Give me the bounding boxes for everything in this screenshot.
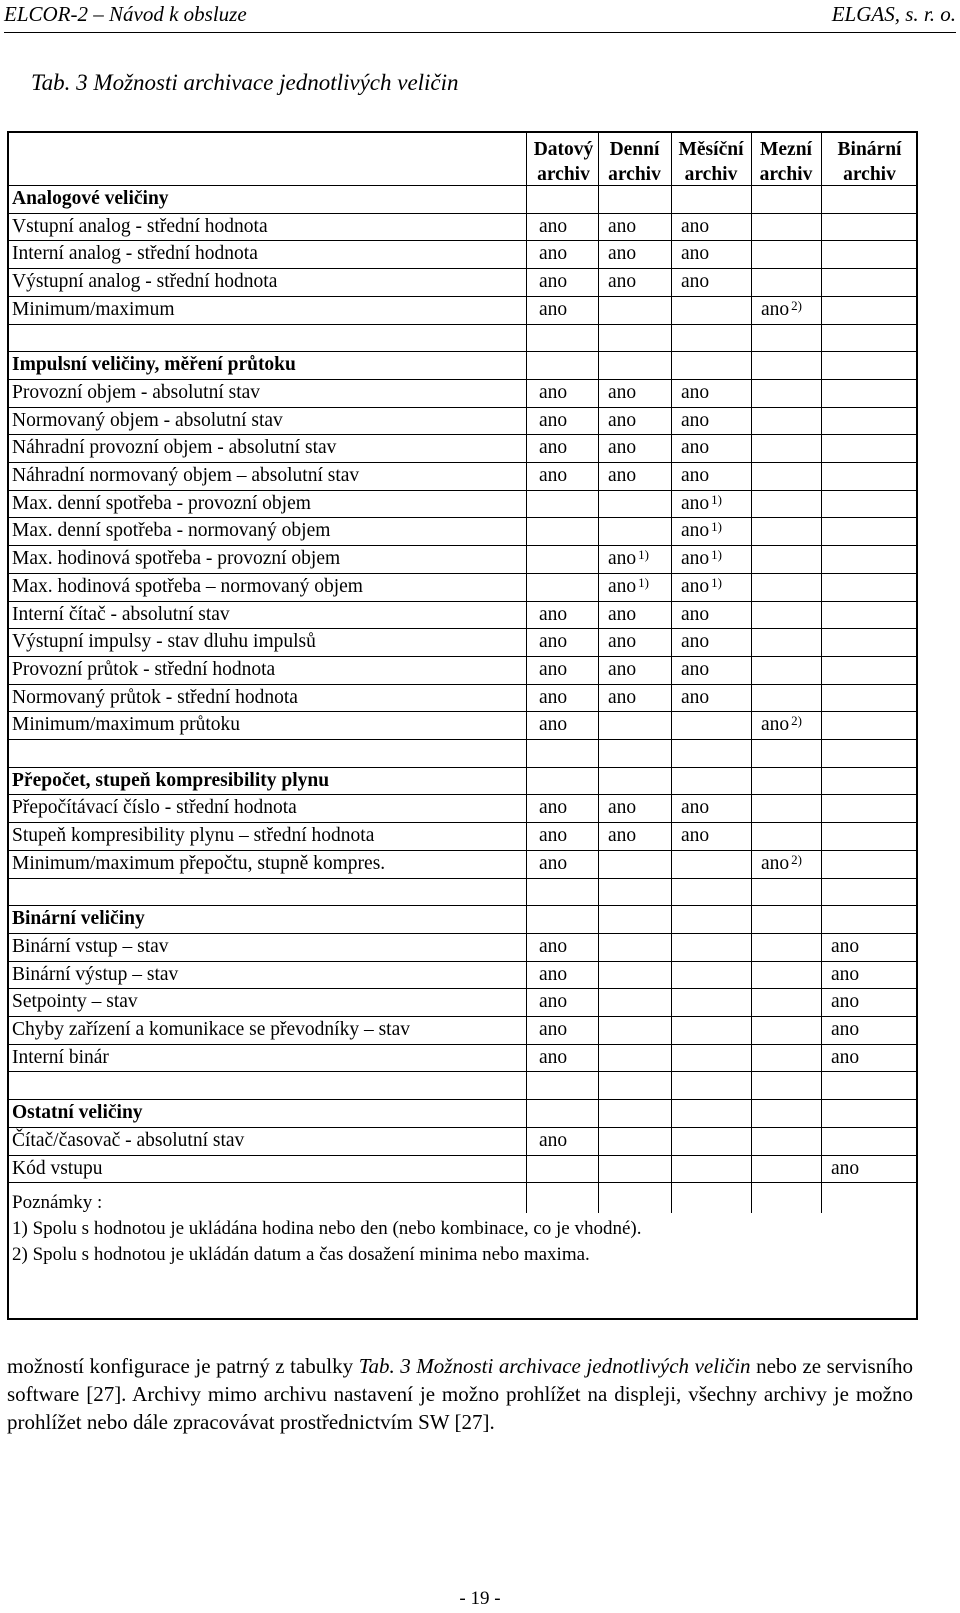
cell-value (539, 711, 567, 739)
cell-value (539, 988, 567, 1016)
cell-value (539, 933, 567, 961)
cell-value (539, 379, 567, 407)
cell-value (761, 850, 802, 878)
row-label: Vstupní analog - střední hodnota (12, 215, 268, 237)
row-line (9, 1182, 916, 1183)
cell-value (539, 628, 567, 656)
table-caption: Tab. 3 Možnosti archivace jednotlivých veličin (31, 70, 459, 95)
column-header-line1: Měsíční (678, 139, 744, 160)
cell-value (608, 407, 636, 435)
cell-value-text: ano (608, 381, 637, 403)
cell-value-text: ano (831, 1046, 860, 1068)
cell-value-text: ano (539, 658, 568, 680)
row-label: Přepočítávací číslo - střední hodnota (12, 797, 297, 819)
cell-value (681, 379, 709, 407)
footnote-marker: 2) (791, 851, 802, 867)
column-header (751, 137, 821, 187)
column-header-line1: Mezní (760, 139, 812, 160)
row-label: Max. denní spotřeba - provozní objem (12, 492, 311, 514)
cell-value (539, 240, 567, 268)
cell-value-text: ano (539, 1046, 568, 1068)
cell-value-text: ano (831, 935, 860, 957)
cell-value-text: ano (681, 215, 710, 237)
row-label: Normovaný objem - absolutní stav (12, 409, 283, 431)
cell-value-text: ano (681, 465, 710, 486)
row-label: Binární výstup – stav (12, 963, 179, 985)
cell-value-text: ano (831, 963, 860, 985)
cell-value (539, 822, 567, 850)
footnote-marker: 2) (791, 713, 802, 729)
row-label: Provozní objem - absolutní stav (12, 381, 261, 403)
footnote-marker: 1) (638, 574, 649, 590)
header-rule (4, 32, 956, 33)
paragraph-text-start: možností konfigurace je patrný z tabulky (7, 1354, 359, 1378)
cell-value-text: ano (681, 631, 710, 653)
cell-value-text: ano (761, 298, 790, 320)
cell-value-text: ano (539, 797, 568, 819)
section-title: Ostatní veličiny (12, 1102, 143, 1124)
cell-value-text: ano (539, 935, 568, 957)
cell-value-text: ano (681, 381, 710, 403)
cell-value-text: ano (761, 714, 790, 736)
footnote-marker: 1) (711, 491, 722, 507)
cell-value-text: ano (539, 852, 568, 874)
cell-value (539, 1127, 567, 1155)
column-header-line2: archiv (537, 164, 590, 185)
paragraph-table-reference: Tab. 3 Možnosti archivace jednotlivých veličin (358, 1354, 751, 1378)
cell-value-text: ano (681, 409, 710, 431)
cell-value-text: ano (539, 825, 568, 847)
cell-value-text: ano (831, 1157, 860, 1179)
cell-value (681, 407, 709, 435)
column-header (529, 137, 598, 187)
row-label: Max. denní spotřeba - normovaný objem (12, 520, 331, 542)
cell-value-text: ano (539, 1129, 568, 1151)
section-title: Přepočet, stupeň kompresibility plynu (12, 769, 330, 791)
cell-value (539, 213, 567, 241)
page-number: - 19 - (459, 1588, 501, 1609)
cell-value-text: ano (681, 603, 710, 625)
column-header-line1: Denní (609, 139, 660, 160)
column-header-line2: archiv (759, 164, 813, 185)
cell-value (608, 601, 636, 629)
cell-value-text: ano (608, 603, 637, 625)
row-line (9, 1044, 916, 1045)
cell-value (681, 517, 722, 545)
cell-value (681, 794, 709, 822)
row-line (9, 739, 916, 740)
cell-value-text: ano (681, 825, 710, 847)
note-2: 2) Spolu s hodnotou je ukládán datum a čas dosažení minima nebo maxima. (12, 1244, 590, 1266)
row-line (9, 988, 916, 989)
cell-value (539, 296, 567, 324)
cell-value-text: ano (539, 1019, 568, 1040)
cell-value-text: ano (539, 686, 568, 708)
cell-value-text: ano (681, 575, 710, 597)
row-line (9, 1155, 916, 1156)
cell-value-text: ano (608, 686, 637, 708)
cell-value (681, 213, 709, 241)
cell-value-text: ano (539, 437, 568, 459)
cell-value (608, 822, 636, 850)
cell-value-text: ano (681, 548, 710, 570)
body-paragraph (7, 1352, 913, 1436)
cell-value-text: ano (681, 797, 710, 819)
cell-value-text: ano (681, 271, 710, 293)
cell-value (681, 628, 709, 656)
cell-value (539, 1016, 567, 1044)
cell-value (681, 684, 709, 712)
cell-value (761, 711, 802, 739)
cell-value (681, 573, 722, 601)
cell-value-text: ano (539, 603, 568, 625)
cell-value-text: ano (608, 658, 637, 680)
row-label: Interní čítač - absolutní stav (12, 603, 230, 625)
cell-value-text: ano (539, 243, 568, 265)
cell-value (608, 545, 649, 573)
section-title: Binární veličiny (12, 908, 145, 930)
archive-table (7, 131, 918, 1320)
cell-value-text: ano (608, 797, 637, 819)
cell-value (539, 656, 567, 684)
cell-value-text: ano (608, 409, 637, 431)
row-label: Interní analog - střední hodnota (12, 243, 258, 265)
cell-value (681, 656, 709, 684)
cell-value (831, 988, 859, 1016)
cell-value-text: ano (539, 714, 568, 736)
cell-value-text: ano (681, 243, 710, 265)
column-header-line2: archiv (684, 164, 738, 185)
row-label: Minimum/maximum přepočtu, stupně kompres. (12, 852, 386, 874)
cell-value-text: ano (608, 243, 637, 265)
note-1: 1) Spolu s hodnotou je ukládána hodina nebo den (nebo kombinace, co je vhodné). (12, 1218, 642, 1240)
row-line (9, 1071, 916, 1072)
column-header-line2: archiv (608, 164, 661, 185)
row-label: Náhradní normovaný objem – absolutní stav (12, 465, 360, 486)
cell-value-text: ano (539, 991, 568, 1013)
cell-value (608, 379, 636, 407)
cell-value-text: ano (681, 686, 710, 708)
footnote-marker: 1) (711, 547, 722, 563)
cell-value-text: ano (761, 852, 790, 874)
cell-value-text: ano (831, 1019, 860, 1040)
cell-value (608, 628, 636, 656)
row-label: Minimum/maximum průtoku (12, 714, 241, 736)
cell-value (831, 1155, 859, 1183)
cell-value-text: ano (539, 298, 568, 320)
cell-value-text: ano (539, 409, 568, 431)
row-label: Setpointy – stav (12, 991, 138, 1013)
row-line (9, 878, 916, 879)
row-label: Náhradní provozní objem - absolutní stav (12, 437, 337, 459)
row-label: Kód vstupu (12, 1157, 103, 1179)
cell-value (681, 822, 709, 850)
cell-value-text: ano (608, 575, 637, 597)
column-header (598, 137, 671, 187)
cell-value (608, 434, 636, 462)
cell-value (608, 573, 649, 601)
footnote-marker: 2) (791, 297, 802, 313)
cell-value-text: ano (831, 991, 860, 1013)
cell-value (681, 545, 722, 573)
cell-value-text: ano (608, 631, 637, 653)
row-label: Výstupní analog - střední hodnota (12, 271, 278, 293)
cell-value-text: ano (681, 658, 710, 680)
cell-value (539, 268, 567, 296)
cell-value (831, 1044, 859, 1072)
cell-value-text: ano (539, 963, 568, 985)
column-header (671, 137, 751, 187)
notes-title: Poznámky : (12, 1192, 103, 1214)
cell-value (539, 601, 567, 629)
cell-value (681, 434, 709, 462)
row-label: Chyby zařízení a komunikace se převodníky – stav (12, 1019, 411, 1040)
cell-value-text: ano (539, 271, 568, 293)
doc-header-title: ELCOR-2 – Návod k obsluze (4, 2, 247, 26)
cell-value-text: ano (608, 465, 637, 486)
cell-value-text: ano (608, 437, 637, 459)
row-label: Stupeň kompresibility plynu – střední hodnota (12, 825, 375, 847)
row-label: Max. hodinová spotřeba – normovaný objem (12, 575, 363, 597)
row-label: Čítač/časovač - absolutní stav (12, 1129, 245, 1151)
cell-value (681, 240, 709, 268)
cell-value-text: ano (681, 492, 710, 514)
cell-value-text: ano (608, 271, 637, 293)
cell-value (681, 490, 722, 518)
row-label: Provozní průtok - střední hodnota (12, 658, 276, 680)
cell-value-text: ano (608, 548, 637, 570)
cell-value (608, 684, 636, 712)
cell-value (539, 961, 567, 989)
cell-value-text: ano (681, 520, 710, 542)
row-label: Minimum/maximum (12, 298, 175, 320)
cell-value (681, 601, 709, 629)
cell-value (831, 1016, 859, 1044)
cell-value (761, 296, 802, 324)
footnote-marker: 1) (711, 574, 722, 590)
cell-value (831, 933, 859, 961)
row-label: Normovaný průtok - střední hodnota (12, 686, 298, 708)
row-label: Binární vstup – stav (12, 935, 169, 957)
cell-value (539, 850, 567, 878)
cell-value (608, 268, 636, 296)
footnote-marker: 1) (711, 519, 722, 535)
column-header-line1: Binární (837, 139, 902, 160)
cell-value (608, 213, 636, 241)
cell-value-text: ano (539, 215, 568, 237)
cell-value-text: ano (539, 381, 568, 403)
footnote-marker: 1) (638, 547, 649, 563)
section-title: Analogové veličiny (12, 188, 169, 209)
cell-value (539, 794, 567, 822)
doc-header-company: ELGAS, s. r. o. (831, 2, 956, 26)
cell-value (539, 684, 567, 712)
row-line (9, 905, 916, 906)
cell-value (539, 462, 567, 490)
row-label: Max. hodinová spotřeba - provozní objem (12, 548, 341, 570)
cell-value (681, 462, 709, 490)
section-title: Impulsní veličiny, měření průtoku (12, 354, 296, 376)
cell-value (608, 240, 636, 268)
cell-value-text: ano (539, 631, 568, 653)
cell-value (831, 961, 859, 989)
cell-value (608, 462, 636, 490)
column-header-line1: Datový (533, 139, 594, 160)
cell-value (539, 434, 567, 462)
cell-value (608, 794, 636, 822)
cell-value (539, 407, 567, 435)
cell-value-text: ano (608, 825, 637, 847)
cell-value-text: ano (681, 437, 710, 459)
row-label: Výstupní impulsy - stav dluhu impulsů (12, 631, 316, 653)
cell-value (608, 656, 636, 684)
cell-value-text: ano (608, 215, 637, 237)
column-header (821, 137, 918, 187)
row-label: Interní binár (12, 1046, 109, 1068)
cell-value-text: ano (539, 465, 568, 486)
cell-value (539, 1044, 567, 1072)
row-line (9, 324, 916, 325)
row-line (9, 1099, 916, 1100)
column-header-line2: archiv (843, 164, 896, 185)
cell-value (681, 268, 709, 296)
paragraph-text-end: nebo ze servisního software [27]. Archivy mimo archivu nastavení je možno prohlížet na displeji, všechny archivy je možno prohlížet nebo dále zpracovávat prostřednictvím SW [27]. (7, 1354, 913, 1434)
